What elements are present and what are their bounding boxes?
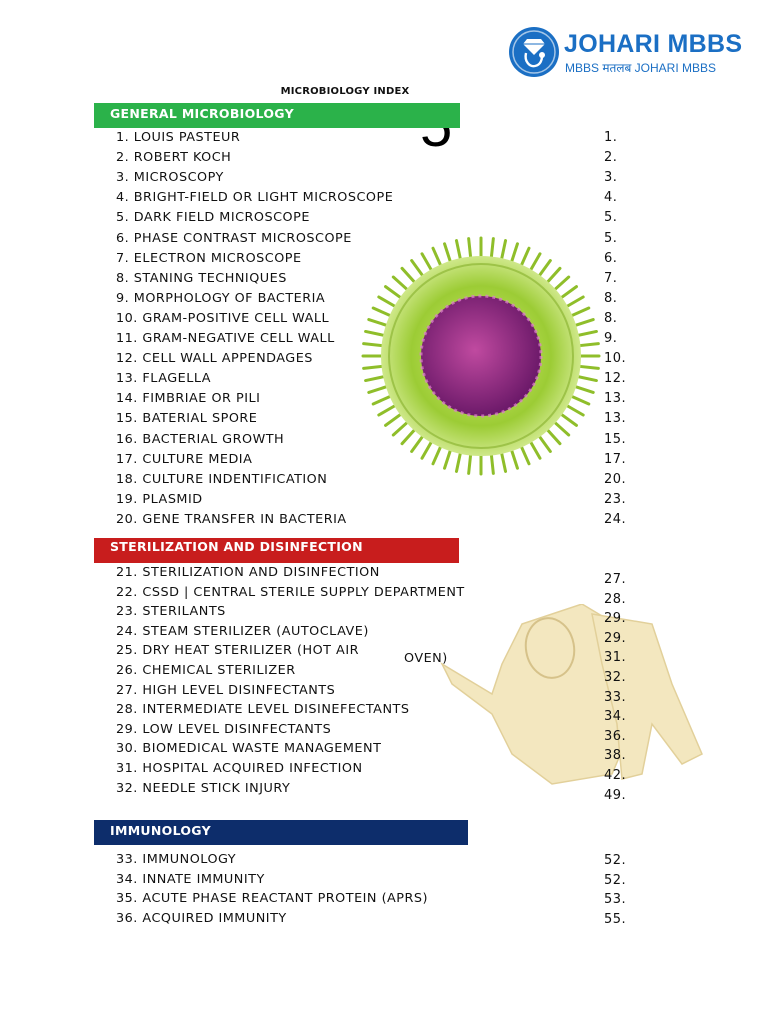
index-entry: 18. CULTURE INDENTIFICATION — [116, 471, 328, 487]
index-entry: 11. GRAM-NEGATIVE CELL WALL — [116, 331, 335, 346]
index-page-number: 31. — [604, 650, 627, 666]
index-page-number: 17. — [604, 451, 627, 467]
index-entry: 4. BRIGHT-FIELD OR LIGHT MICROSCOPE — [116, 190, 394, 206]
index-entry: 32. NEEDLE STICK INJURY — [116, 780, 291, 796]
brand-logo — [508, 26, 758, 82]
index-entry: 8. STANING TECHNIQUES — [116, 270, 287, 286]
index-page-number: 20. — [604, 471, 627, 487]
index-entry: 35. ACUTE PHASE REACTANT PROTEIN (APRS) — [116, 891, 429, 907]
index-page-number: 9. — [604, 331, 618, 346]
index-entry: 22. CSSD | CENTRAL STERILE SUPPLY DEPARTMENT — [116, 584, 465, 600]
index-entry: 27. HIGH LEVEL DISINFECTANTS — [116, 682, 336, 698]
index-page-number: 13. — [604, 411, 627, 427]
index-entry: 12. CELL WALL APPENDAGES — [116, 351, 313, 367]
index-page-number: 27. — [604, 572, 627, 587]
index-entry: 25. DRY HEAT STERILIZER (HOT AIR — [116, 643, 359, 659]
stethoscope-diamond-icon — [508, 26, 560, 78]
index-page-number: 8. — [604, 290, 618, 306]
index-page-number: 55. — [604, 911, 627, 927]
index-title: MICROBIOLOGY INDEX — [280, 86, 410, 97]
index-page-number: 6. — [604, 250, 618, 266]
index-entry: 31. HOSPITAL ACQUIRED INFECTION — [116, 761, 363, 776]
index-page-number: 38. — [604, 748, 627, 764]
index-page-number: 23. — [604, 491, 627, 507]
index-page-number: 49. — [604, 787, 627, 803]
index-entry: 36. ACQUIRED IMMUNITY — [116, 910, 287, 926]
index-page-number: 8. — [604, 310, 618, 326]
index-page-number: 29. — [604, 611, 627, 627]
index-entry: 13. FLAGELLA — [116, 371, 212, 387]
index-entry: 17. CULTURE MEDIA — [116, 451, 253, 467]
index-entry: 10. GRAM-POSITIVE CELL WALL — [116, 310, 330, 326]
index-page-number: 2. — [604, 150, 618, 166]
index-entry: 28. INTERMEDIATE LEVEL DISINEFECTANTS — [116, 702, 410, 718]
index-page-number: 13. — [604, 391, 627, 407]
index-entry: 16. BACTERIAL GROWTH — [116, 431, 285, 447]
index-entry: 34. INNATE IMMUNITY — [116, 871, 265, 887]
logo-title: JOHARI MBBS — [564, 30, 743, 58]
index-entry: 6. PHASE CONTRAST MICROSCOPE — [116, 230, 352, 246]
index-page-number: 32. — [604, 670, 627, 685]
index-page-number: 52. — [604, 853, 627, 868]
index-page-number: 33. — [604, 689, 627, 705]
index-page-number: 1. — [604, 130, 618, 145]
index-page-number: 28. — [604, 591, 627, 607]
section-band-sterilization: STERILIZATION AND DISINFECTION — [94, 538, 459, 563]
index-page-number: 24. — [604, 511, 627, 527]
index-entry: 2. ROBERT KOCH — [116, 150, 232, 166]
index-entry: 24. STEAM STERILIZER (AUTOCLAVE) — [116, 623, 369, 639]
index-page-number: 10. — [604, 351, 627, 367]
index-entry: 5. DARK FIELD MICROSCOPE — [116, 210, 310, 226]
index-page-number: 3. — [604, 170, 618, 186]
index-entry: 21. STERILIZATION AND DISINFECTION — [116, 565, 380, 580]
index-entry: 29. LOW LEVEL DISINFECTANTS — [116, 721, 332, 737]
entry-continuation: OVEN) — [404, 651, 448, 666]
index-page-number: 42. — [604, 768, 627, 783]
virus-illustration — [356, 236, 606, 476]
index-entry: 3. MICROSCOPY — [116, 170, 224, 186]
index-entry: 30. BIOMEDICAL WASTE MANAGEMENT — [116, 741, 382, 757]
index-entry: 33. IMMUNOLOGY — [116, 852, 237, 867]
index-page-number: 4. — [604, 190, 618, 206]
index-entry: 20. GENE TRANSFER IN BACTERIA — [116, 511, 347, 527]
index-entry: 23. STERILANTS — [116, 604, 226, 620]
index-page-number: 29. — [604, 630, 627, 646]
section-band-immunology: IMMUNOLOGY — [94, 820, 468, 845]
section-band-general-microbiology: GENERAL MICROBIOLOGY — [94, 103, 460, 128]
index-page-number: 34. — [604, 709, 627, 725]
index-page-number: 36. — [604, 728, 627, 744]
index-page-number: 7. — [604, 270, 618, 286]
index-page-number: 15. — [604, 431, 627, 447]
index-entry: 15. BATERIAL SPORE — [116, 411, 258, 427]
logo-subtitle: MBBS मतलब JOHARI MBBS — [565, 61, 717, 75]
index-entry: 9. MORPHOLOGY OF BACTERIA — [116, 290, 326, 306]
index-page-number: 52. — [604, 872, 627, 888]
index-entry: 26. CHEMICAL STERILIZER — [116, 663, 296, 678]
index-page-number: 53. — [604, 892, 627, 908]
index-entry: 19. PLASMID — [116, 491, 203, 507]
index-page-number: 5. — [604, 210, 618, 226]
index-entry: 14. FIMBRIAE OR PILI — [116, 391, 261, 407]
surgical-gloves-illustration — [432, 604, 704, 790]
index-entry: 1. LOUIS PASTEUR — [116, 130, 241, 145]
index-entry: 7. ELECTRON MICROSCOPE — [116, 250, 302, 266]
index-page-number: 12. — [604, 371, 627, 387]
index-page-number: 5. — [604, 230, 618, 246]
